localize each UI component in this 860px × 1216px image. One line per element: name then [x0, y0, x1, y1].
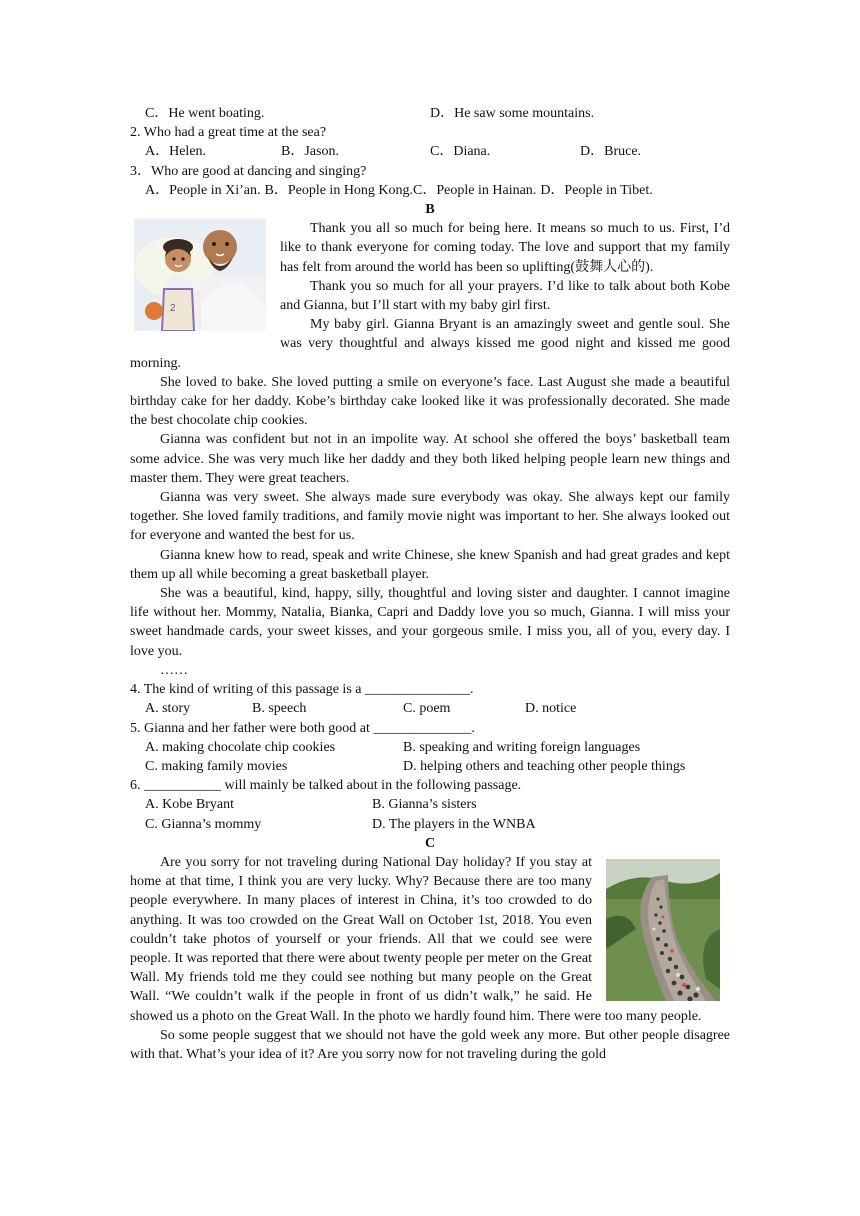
option-c[interactable]: C．He went boating.	[145, 106, 265, 121]
option-a[interactable]: A. story	[145, 701, 191, 717]
question-4-options	[130, 699, 730, 718]
question-2-options	[130, 142, 730, 161]
question-3-options	[130, 181, 730, 200]
option-d[interactable]: D．People in Tibet.	[540, 182, 653, 198]
question-5: 5. Gianna and her father were both good at ______________.	[130, 720, 475, 736]
option-a[interactable]: A．People in Xi’an.	[145, 182, 261, 198]
question-6: 6. ___________ will mainly be talked about in the following passage.	[130, 778, 522, 794]
option-b[interactable]: B．People in Hong Kong.	[264, 182, 414, 198]
great-wall-crowd-photo-icon	[606, 859, 720, 1001]
father-daughter-illustration-icon	[134, 219, 266, 331]
option-d[interactable]: D．He saw some mountains.	[430, 106, 595, 121]
option-a[interactable]: A．Helen.	[145, 144, 207, 160]
section-b-paragraph-7: Gianna knew how to read, speak and write Chinese, she knew Spanish and had great grades and kept them up all while becoming a great basketball player.	[130, 547, 730, 582]
option-a[interactable]: A. making chocolate chip cookies	[145, 739, 336, 755]
section-b-paragraph-6: Gianna was very sweet. She always made sure everybody was okay. She always kept our family together. She loved family traditions, and family movie night was important to her. She always looked out for everyone and wanted the best for us.	[130, 490, 730, 544]
question-3: 3．Who are good at dancing and singing?	[130, 163, 367, 179]
option-a[interactable]: A. Kobe Bryant	[145, 797, 235, 813]
section-c-paragraph-1: Are you sorry for not traveling during National Day holiday? If you stay at home at that time, I think you are very lucky. Why? Because there are too many people everywhere. In many places of interest in China, it’s too crowded to do anything. It was too crowded on the Great Wall on October 1st, 2018. You even couldn’t take photos of yourself or your friends. All that we could see were people. It was reported that there were about twenty people per meter on the Great Wall. My friends told me they could see nothing but many people on the Great Wall. “We couldn’t walk if the people in front of us didn’t walk,” he said. He showed us a photo on the Great Wall. In the photo we hardly found him. There were too many people.	[130, 854, 702, 1024]
section-b-ellipsis: ……	[160, 662, 188, 678]
section-b-paragraph-3: My baby girl. Gianna Bryant is an amazingly sweet and gentle soul. She was very thoughtful and always kissed me good night and kissed me good morning.	[130, 317, 730, 371]
question-5-options-ab	[130, 738, 730, 757]
option-d[interactable]: D．Bruce.	[580, 144, 642, 160]
svg-text:2: 2	[170, 303, 176, 315]
option-b[interactable]: B．Jason.	[281, 144, 339, 160]
exam-page	[130, 104, 730, 1064]
section-b-paragraph-2: Thank you so much for all your prayers. I’d like to talk about both Kobe and Gianna, but I’ll start with my baby girl first.	[280, 278, 730, 314]
option-b[interactable]: B. speech	[252, 701, 307, 717]
section-b-heading: B	[425, 202, 435, 218]
option-c[interactable]: C. Gianna’s mommy	[145, 816, 262, 832]
option-d[interactable]: D. helping others and teaching other people things	[403, 758, 686, 774]
section-b-paragraph-8: She was a beautiful, kind, happy, silly, thoughtful and loving sister and daughter. I cannot imagine life without her. Mommy, Natalia, Bianka, Capri and Daddy love you so much, Gianna. I will miss your sweet handmade cards, your sweet kisses, and your gorgeous smile. I miss you, all of you, every day. I love you.	[130, 586, 730, 659]
option-d[interactable]: D. notice	[525, 701, 577, 717]
option-c[interactable]: C．People in Hainan.	[413, 182, 537, 198]
option-d[interactable]: D. The players in the WNBA	[372, 816, 536, 832]
question-5-options-cd	[130, 757, 730, 776]
section-b-paragraph-4: She loved to bake. She loved putting a smile on everyone’s face. Last August she made a beautiful birthday cake for her daddy. Kobe’s birthday cake looked like it was professionally decorated. She made the best chocolate chip cookies.	[130, 374, 730, 429]
question-6-options-cd	[130, 815, 730, 834]
option-b[interactable]: B. speaking and writing foreign languages	[403, 739, 641, 755]
section-b-paragraph-1: Thank you all so much for being here. It means so much to us. First, I’d like to thank everyone for coming today. The love and support that my family has felt from around the world has been so uplifting(鼓舞人心的).	[280, 221, 730, 275]
section-c-paragraph-2: So some people suggest that we should not have the gold week any more. But other people disagree with that. What’s your idea of it? Are you sorry now for not traveling during the gold	[130, 1027, 730, 1062]
question-2: 2. Who had a great time at the sea?	[130, 125, 327, 141]
question-4: 4. The kind of writing of this passage is a _______________.	[130, 682, 474, 698]
question-1-options-cd	[130, 104, 730, 123]
option-c[interactable]: C. poem	[403, 701, 451, 717]
question-6-options-ab	[130, 795, 730, 814]
section-b-paragraph-5: Gianna was confident but not in an impolite way. At school she offered the boys’ basketball team some advice. She was very much like her daddy and they both liked helping people learn new things and master them. They were great teachers.	[130, 432, 730, 486]
option-b[interactable]: B. Gianna’s sisters	[372, 797, 477, 813]
option-c[interactable]: C. making family movies	[145, 758, 288, 774]
option-c[interactable]: C．Diana.	[430, 144, 491, 160]
section-c-heading: C	[424, 835, 436, 851]
